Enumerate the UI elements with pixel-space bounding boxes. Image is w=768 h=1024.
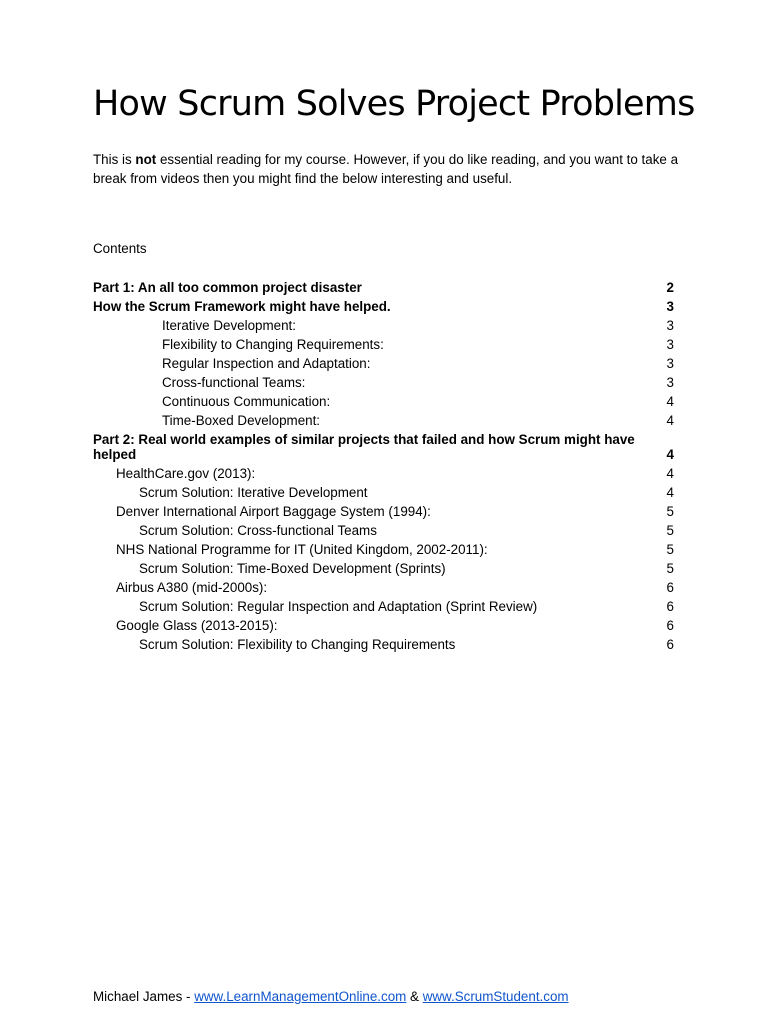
toc-entry-page: 3	[666, 375, 674, 390]
toc-entry[interactable]	[93, 354, 674, 373]
toc-entry[interactable]	[93, 540, 674, 559]
toc-entry[interactable]	[93, 430, 674, 464]
toc-entry-title: Scrum Solution: Iterative Development	[139, 485, 368, 500]
toc-entry-page: 4	[666, 447, 674, 462]
toc-entry-page: 2	[666, 280, 674, 295]
toc-entry-title: Scrum Solution: Regular Inspection and Adaptation (Sprint Review)	[139, 599, 538, 614]
footer-link-learnmanagementonline[interactable]: www.LearnManagementOnline.com	[194, 989, 407, 1004]
intro-text-before: This is	[93, 152, 136, 167]
toc-entry-page: 5	[666, 542, 674, 557]
toc-entry[interactable]	[93, 392, 674, 411]
toc-entry-title: Regular Inspection and Adaptation:	[162, 356, 371, 371]
page-footer	[93, 987, 569, 1006]
toc-entry-page: 5	[666, 561, 674, 576]
toc-entry[interactable]	[93, 502, 674, 521]
intro-emphasis: not	[135, 152, 157, 167]
footer-separator: &	[406, 989, 423, 1004]
toc-entry-title: Flexibility to Changing Requirements:	[162, 337, 384, 352]
toc-entry-page: 5	[666, 523, 674, 538]
footer-link-scrumstudent[interactable]: www.ScrumStudent.com	[422, 989, 569, 1004]
toc-entry-title: Time-Boxed Development:	[162, 413, 321, 428]
toc-entry-page: 3	[666, 299, 674, 314]
toc-entry[interactable]	[93, 597, 674, 616]
toc-entry-title: How the Scrum Framework might have helped.	[93, 299, 391, 314]
toc-entry-title: Part 1: An all too common project disaster	[93, 280, 362, 295]
toc-entry-page: 3	[666, 318, 674, 333]
toc-entry-page: 5	[666, 504, 674, 519]
toc-entry-title: Scrum Solution: Time-Boxed Development (Sprints)	[139, 561, 446, 576]
intro-text-after: essential reading for my course. However, if you do like reading, and you want to take a break from videos then you might find the below interesting and useful.	[93, 152, 679, 186]
footer-author: Michael James -	[93, 989, 195, 1004]
toc-entry[interactable]	[93, 578, 674, 597]
toc-entry-page: 3	[666, 337, 674, 352]
toc-entry-title: Google Glass (2013-2015):	[116, 618, 278, 633]
toc-entry-page: 6	[666, 580, 674, 595]
toc-entry-page: 3	[666, 356, 674, 371]
toc-entry[interactable]	[93, 316, 674, 335]
toc-entry-title: HealthCare.gov (2013):	[116, 466, 256, 481]
toc-entry-title: Airbus A380 (mid-2000s):	[116, 580, 268, 595]
toc-entry-page: 4	[666, 485, 674, 500]
toc-entry[interactable]	[93, 483, 674, 502]
contents-heading: Contents	[93, 241, 147, 256]
toc-entry-page: 6	[666, 637, 674, 652]
toc-entry-title: Scrum Solution: Cross-functional Teams	[139, 523, 377, 538]
toc-entry[interactable]	[93, 616, 674, 635]
toc-entry-title: Scrum Solution: Flexibility to Changing Requirements	[139, 637, 456, 652]
page-title: How Scrum Solves Project Problems	[93, 84, 695, 124]
toc-entry[interactable]	[93, 635, 674, 654]
toc-entry-title: Iterative Development:	[162, 318, 296, 333]
toc-entry-title: Part 2: Real world examples of similar projects that failed and how Scrum might have helped	[93, 432, 635, 462]
toc-entry-title: Denver International Airport Baggage System (1994):	[116, 504, 431, 519]
toc-entry[interactable]	[93, 373, 674, 392]
toc-entry-title: Cross-functional Teams:	[162, 375, 306, 390]
toc-entry-title: NHS National Programme for IT (United Kingdom, 2002-2011):	[116, 542, 488, 557]
toc-entry-title: Continuous Communication:	[162, 394, 331, 409]
toc-entry[interactable]	[93, 297, 674, 316]
toc-entry-page: 4	[666, 413, 674, 428]
toc-entry-page: 6	[666, 599, 674, 614]
toc-entry[interactable]	[93, 464, 674, 483]
toc-entry[interactable]	[93, 335, 674, 354]
toc-entry-page: 4	[666, 466, 674, 481]
toc-entry[interactable]	[93, 278, 674, 297]
toc-entry[interactable]	[93, 559, 674, 578]
toc-entry-page: 4	[666, 394, 674, 409]
toc-entry[interactable]	[93, 521, 674, 540]
table-of-contents	[93, 278, 674, 654]
toc-entry-page: 6	[666, 618, 674, 633]
toc-entry[interactable]	[93, 411, 674, 430]
intro-paragraph	[93, 150, 683, 188]
